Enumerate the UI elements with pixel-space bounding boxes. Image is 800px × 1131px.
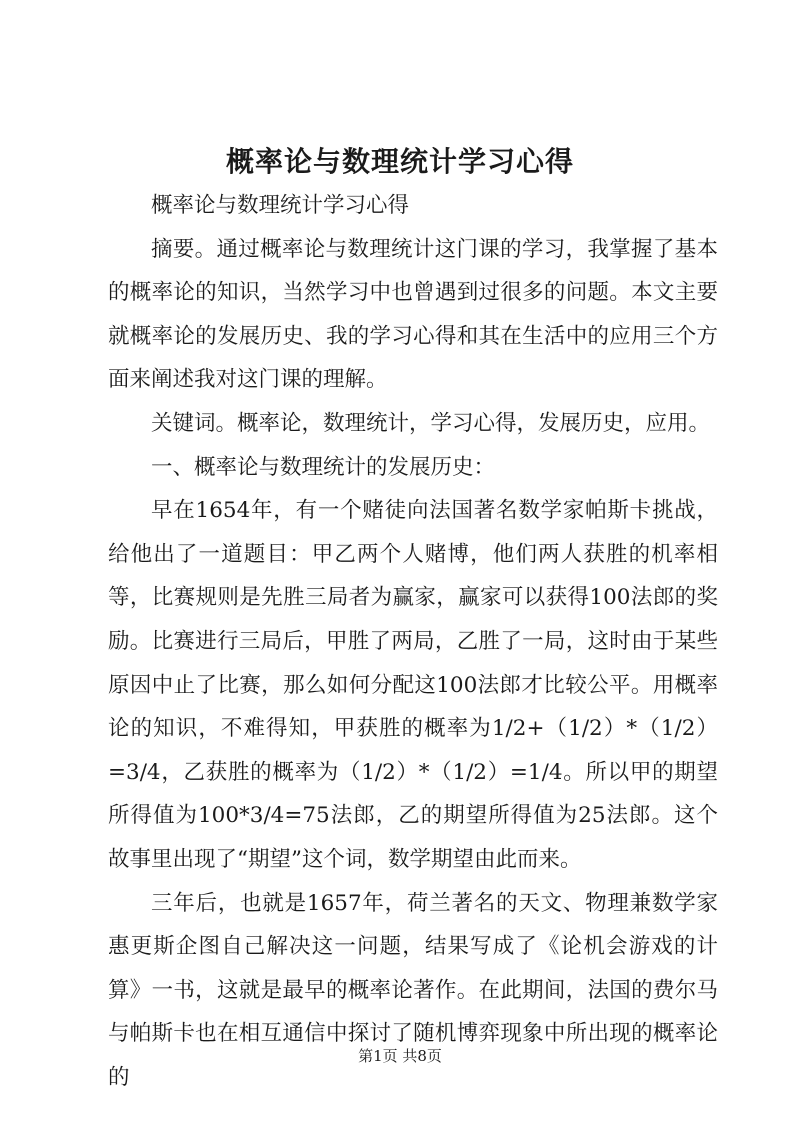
document-title: 概率论与数理统计学习心得 bbox=[225, 145, 574, 178]
page-footer: 第1页 共8页 bbox=[358, 1047, 442, 1065]
document-body bbox=[108, 184, 718, 1099]
section-heading: 一、概率论与数理统计的发展历史： bbox=[151, 454, 496, 480]
history-paragraph-1: 早在1654年，有一个赌徒向法国著名数学家帕斯卡挑战，给他出了一道题目：甲乙两个人赌博，他们两人获胜的机率相等，比赛规则是先胜三局者为赢家，赢家可以获得100法郎的奖励。比赛进行三局后，甲胜了两局，乙胜了一局，这时由于某些原因中止了比赛，那么如何分配这100法郎才比较公平。用概率论的知识，不难得知，甲获胜的概率为1/2+（1/2）*（1/2）=3/4，乙获胜的概率为（1/2）*（1/2）=1/4。所以甲的期望所得值为100*3/4=75法郎，乙的期望所得值为25法郎。这个故事里出现了“期望”这个词，数学期望由此而来。 bbox=[108, 498, 718, 872]
abstract-paragraph: 摘要。通过概率论与数理统计这门课的学习，我掌握了基本的概率论的知识，当然学习中也曾遇到过很多的问题。本文主要就概率论的发展历史、我的学习心得和其在生活中的应用三个方面来阐述我对这门课的理解。 bbox=[108, 236, 718, 393]
keywords-paragraph: 关键词。概率论，数理统计，学习心得，发展历史，应用。 bbox=[151, 410, 711, 436]
subtitle-paragraph: 概率论与数理统计学习心得 bbox=[151, 193, 410, 218]
history-paragraph-2: 三年后，也就是1657年，荷兰著名的天文、物理兼数学家惠更斯企图自己解决这一问题，结果写成了《论机会游戏的计算》一书，这就是最早的概率论著作。在此期间，法国的费尔马与帕斯卡也在相互通信中探讨了随机博弈现象中所出现的概率论的 bbox=[108, 890, 718, 1090]
